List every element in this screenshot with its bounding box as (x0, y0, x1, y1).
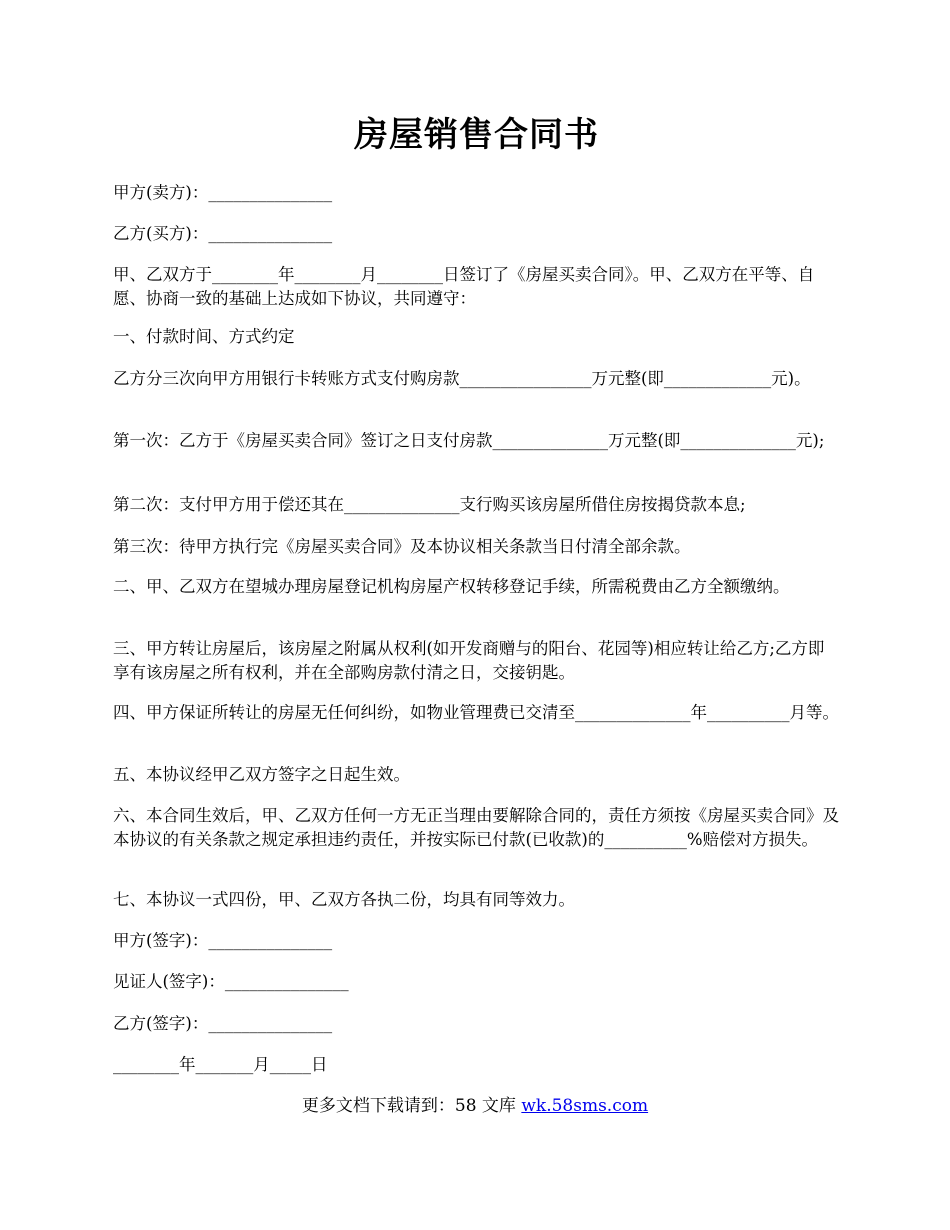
section-1-heading: 一、付款时间、方式约定 (113, 327, 295, 346)
party-b-signature-line: 乙方(签字)：_______________ (113, 1014, 333, 1033)
document-title: 房屋销售合同书 (354, 115, 599, 155)
clause-7-paragraph: 七、本协议一式四份，甲、乙双方各执二份，均具有同等效力。 (113, 890, 575, 909)
clause-6-paragraph: 六、本合同生效后，甲、乙双方任何一方无正当理由要解除合同的，责任方须按《房屋买卖合同》及本协议的有关条款之规定承担违约责任，并按实际已付款(已收款)的__________%赔偿对方损失。 (113, 806, 839, 849)
clause-5-paragraph: 五、本协议经甲乙双方签字之日起生效。 (113, 765, 410, 784)
payment-overview-paragraph: 乙方分三次向甲方用银行卡转账方式支付购房款________________万元整(即_____________元)。 (113, 369, 811, 388)
download-footer (0, 1094, 950, 1118)
footer-text: 更多文档下载请到：58 文库 (301, 1096, 522, 1116)
intro-paragraph: 甲、乙双方于________年________月________日签订了《房屋买卖合同》。甲、乙双方在平等、自愿、协商一致的基础上达成如下协议，共同遵守： (113, 265, 815, 308)
first-payment-paragraph: 第一次：乙方于《房屋买卖合同》签订之日支付房款______________万元整(即______________元); (113, 431, 825, 450)
footer-link[interactable]: wk.58sms.com (521, 1096, 649, 1116)
party-a-seller-line: 甲方(卖方)：_______________ (113, 183, 333, 202)
party-b-buyer-line: 乙方(买方)：_______________ (113, 224, 333, 243)
witness-signature-line: 见证人(签字)：_______________ (113, 972, 349, 991)
second-payment-paragraph: 第二次：支付甲方用于偿还其在______________支行购买该房屋所借住房按揭贷款本息; (113, 495, 746, 514)
clause-2-paragraph: 二、甲、乙双方在望城办理房屋登记机构房屋产权转移登记手续，所需税费由乙方全额缴纳。 (113, 577, 790, 596)
clause-4-paragraph: 四、甲方保证所转让的房屋无任何纠纷，如物业管理费已交清至______________年__________月等。 (113, 703, 839, 722)
clause-3-paragraph: 三、甲方转让房屋后，该房屋之附属从权利(如开发商赠与的阳台、花园等)相应转让给乙方;乙方即享有该房屋之所有权利，并在全部购房款付清之日，交接钥匙。 (113, 639, 825, 682)
party-a-signature-line: 甲方(签字)：_______________ (113, 931, 333, 950)
date-line: ________年_______月_____日 (113, 1055, 328, 1074)
third-payment-paragraph: 第三次：待甲方执行完《房屋买卖合同》及本协议相关条款当日付清全部余款。 (113, 537, 691, 556)
